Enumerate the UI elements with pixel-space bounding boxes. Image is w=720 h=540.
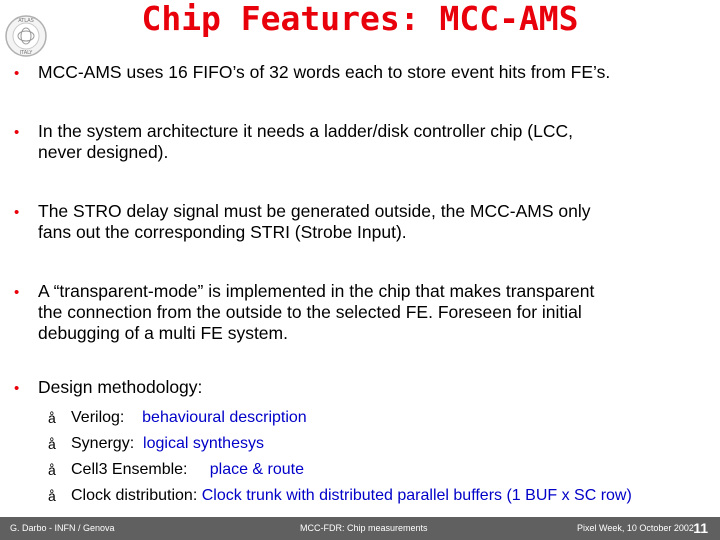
bullet-text: The STRO delay signal must be generated outside, the MCC-AMS only <box>38 201 591 221</box>
footer-event: MCC-FDR: Chip measurements <box>300 523 428 533</box>
methodology-label: Cell3 Ensemble: <box>71 461 188 478</box>
bullet-item <box>14 377 202 398</box>
sub-marker: å <box>48 410 56 426</box>
bullet-marker: • <box>14 204 20 221</box>
bullet-marker: • <box>14 65 20 82</box>
bullet-text: never designed). <box>38 142 169 162</box>
bullet-text: the connection from the outside to the selected FE. Foreseen for initial <box>38 302 582 322</box>
logo-text-top: ATLAS <box>18 18 34 24</box>
methodology-value: behavioural description <box>142 409 307 426</box>
bullet-text: fans out the corresponding STRI (Strobe Input). <box>38 222 407 242</box>
methodology-value: place & route <box>209 461 305 478</box>
bullet-item <box>14 121 573 163</box>
bullet-text: A “transparent-mode” is implemented in the chip that makes transparent <box>38 281 595 301</box>
bullet-text: In the system architecture it needs a ladder/disk controller chip (LCC, <box>38 121 573 141</box>
bullet-item <box>14 281 594 344</box>
methodology-item <box>46 457 716 483</box>
methodology-label: Clock distribution: <box>71 487 198 504</box>
bullet-item <box>14 201 590 243</box>
bullet-marker: • <box>14 380 20 397</box>
bullet-marker: • <box>14 124 20 141</box>
footer-date: Pixel Week, 10 October 2002 <box>577 523 694 533</box>
bullet-text: MCC-AMS uses 16 FIFO’s of 32 words each to store event hits from FE’s. <box>38 62 611 82</box>
methodology-item <box>46 431 716 457</box>
page-number: 11 <box>693 520 708 536</box>
logo-text-bottom: ITALY <box>19 50 33 56</box>
methodology-value: logical synthesys <box>143 435 264 452</box>
bullet-text: Design methodology: <box>38 377 203 397</box>
sub-marker: å <box>48 488 56 504</box>
methodology-label: Verilog: <box>71 409 125 426</box>
sub-marker: å <box>48 462 56 478</box>
methodology-value: Clock trunk with distributed parallel buffers (1 BUF x SC row) <box>201 487 632 504</box>
methodology-item <box>46 405 716 431</box>
bullet-text: debugging of a multi FE system. <box>38 323 288 343</box>
sub-marker: å <box>48 436 56 452</box>
methodology-label: Synergy: <box>71 435 135 452</box>
slide-title: Chip Features: MCC-AMS <box>141 0 579 38</box>
bullet-item <box>14 62 610 83</box>
methodology-list <box>46 405 716 509</box>
bullet-marker: • <box>14 284 20 301</box>
methodology-item <box>46 483 716 509</box>
footer-bar <box>0 517 720 540</box>
footer-author: G. Darbo - INFN / Genova <box>10 523 115 533</box>
